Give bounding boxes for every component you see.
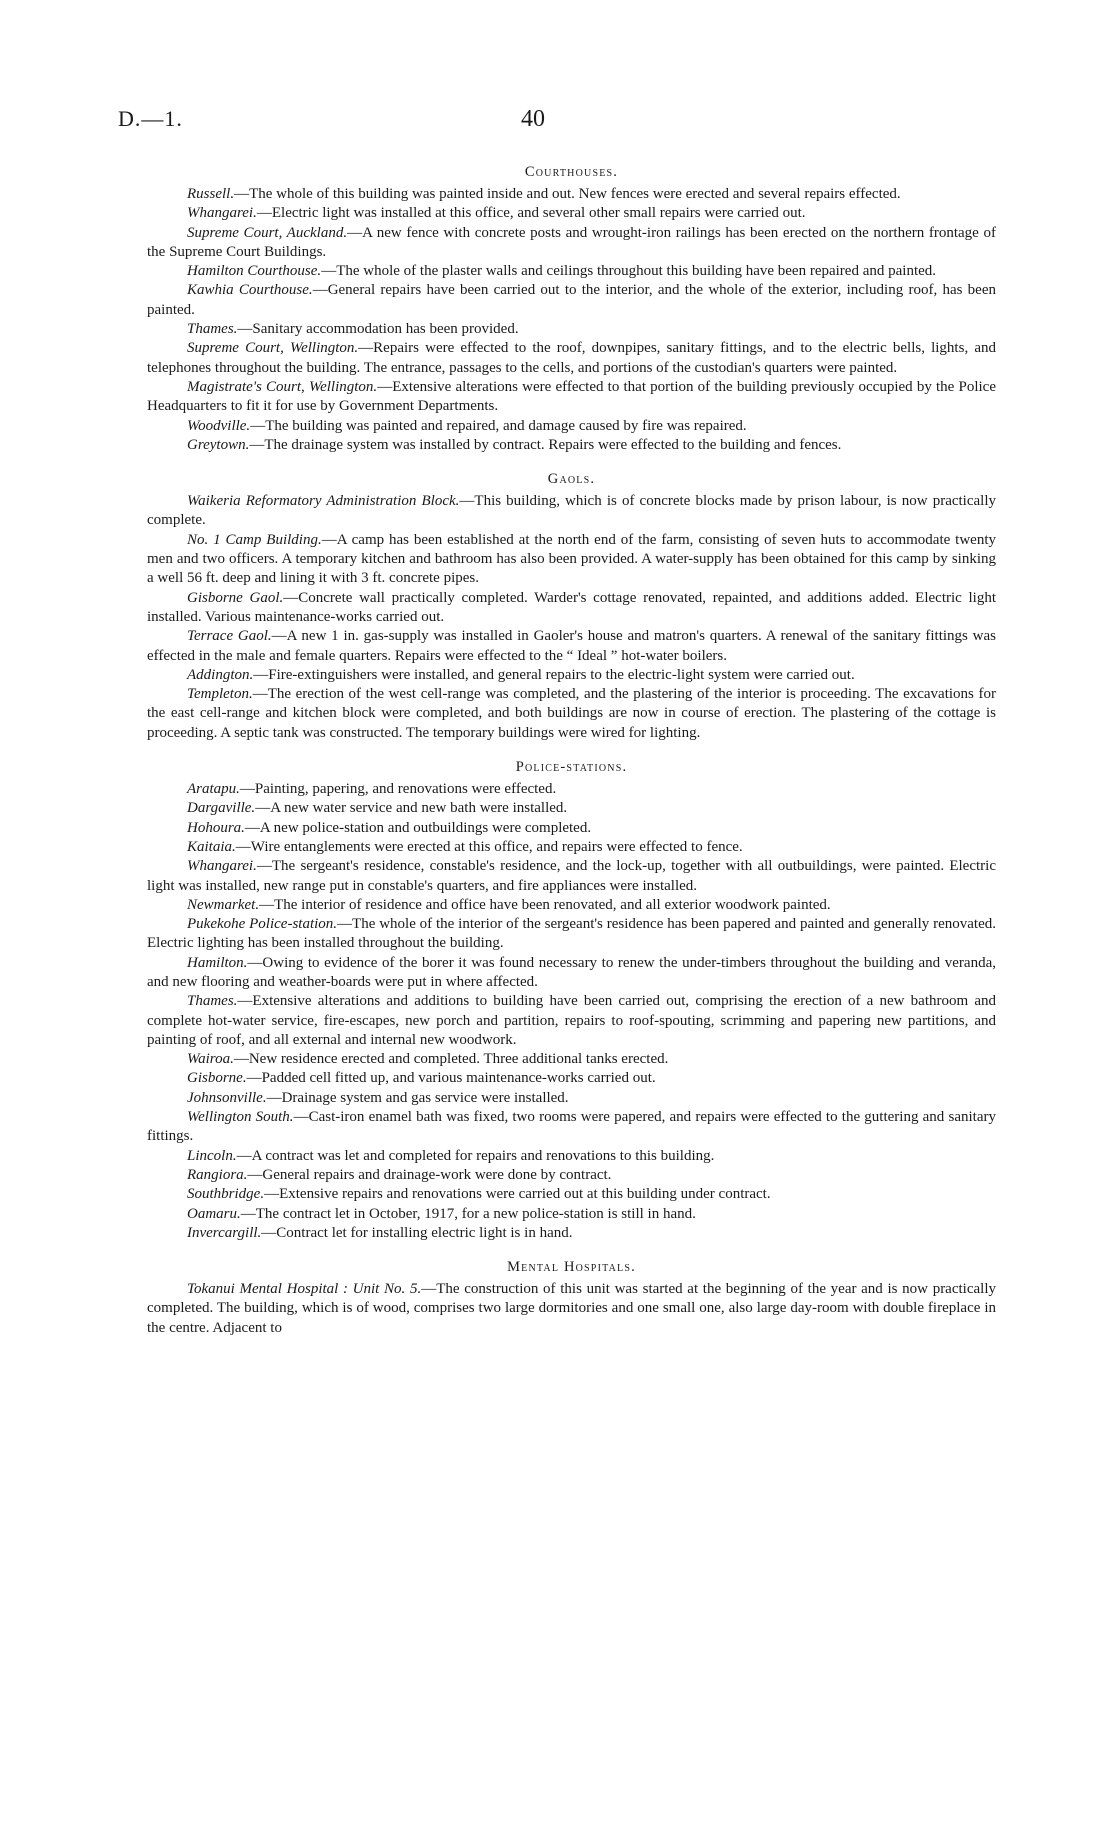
place-name: Wellington South. xyxy=(187,1109,294,1126)
report-paragraph xyxy=(147,339,996,378)
paragraph-text: —The whole of the plaster walls and ceilings throughout this building have been repaired and painted. xyxy=(321,263,937,280)
section-heading-police-stations: Police-stations. xyxy=(515,759,628,776)
report-paragraph xyxy=(147,666,996,685)
report-paragraph xyxy=(147,1069,996,1088)
place-name: Magistrate's Court, Wellington. xyxy=(187,378,378,395)
paragraph-text: —The contract let in October, 1917, for a new police-station is still in hand. xyxy=(240,1205,696,1222)
paragraph-text: —Fire-extinguishers were installed, and general repairs to the electric-light system were carried out. xyxy=(253,666,855,683)
paragraph-text: —Extensive alterations and additions to building have been carried out, comprising the erection of a new bathroom and complete hot-water service, fire-escapes, new porch and partition, repairs to roof-spouting, scrimming and papering new partitions, and painting of roof, and all external and internal new woodwork. xyxy=(147,993,996,1048)
place-name: No. 1 Camp Building. xyxy=(187,531,322,548)
paragraph-text: —Owing to evidence of the borer it was found necessary to renew the under-timbers throughout the building and veranda, and new flooring and weather-boards were put in where affected. xyxy=(147,954,996,990)
report-paragraph xyxy=(147,589,996,628)
page-number: 40 xyxy=(521,106,545,132)
place-name: Addington. xyxy=(187,666,254,683)
place-name: Gisborne. xyxy=(187,1070,247,1087)
report-paragraph xyxy=(147,685,996,743)
paragraph-text: —The whole of the interior of the sergeant's residence has been papered and painted and generally renovated. Electric lighting has been installed throughout the building. xyxy=(147,916,996,952)
place-name: Thames. xyxy=(187,993,238,1010)
place-name: Templeton. xyxy=(187,686,253,703)
paragraph-text: —Extensive alterations were effected to that portion of the building previously occupied by the Police Headquarters to fit it for use by Government Departments. xyxy=(147,378,996,415)
report-paragraph xyxy=(147,857,996,896)
paragraph-text: —This building, which is of concrete blocks made by prison labour, is now practically complete. xyxy=(147,493,996,529)
place-name: Gisborne Gaol. xyxy=(187,589,284,606)
paragraph-text: —Padded cell fitted up, and various maintenance-works carried out. xyxy=(246,1070,656,1087)
paragraph-text: —A contract was let and completed for repairs and renovations to this building. xyxy=(236,1147,715,1164)
report-paragraph xyxy=(147,436,996,455)
report-paragraph xyxy=(147,262,996,281)
place-name: Terrace Gaol. xyxy=(187,628,272,645)
report-paragraph xyxy=(147,896,996,915)
place-name: Oamaru. xyxy=(187,1205,241,1222)
report-paragraph xyxy=(147,819,996,838)
report-paragraph xyxy=(147,492,996,531)
paragraph-text: —The drainage system was installed by contract. Repairs were effected to the building and fences. xyxy=(249,436,842,453)
report-paragraph xyxy=(147,531,996,589)
place-name: Greytown. xyxy=(187,436,250,453)
report-paragraph xyxy=(147,281,996,320)
place-name: Kawhia Courthouse. xyxy=(187,282,313,299)
place-name: Pukekohe Police-station. xyxy=(187,916,338,933)
place-name: Kaitaia. xyxy=(187,838,236,855)
section-heading-mental-hospitals: Mental Hospitals. xyxy=(507,1259,636,1276)
paragraph-text: —A new fence with concrete posts and wrought-iron railings has been erected on the northern frontage of the Supreme Court Buildings. xyxy=(147,224,996,260)
place-name: Hamilton. xyxy=(187,954,248,971)
paragraph-text: —Electric light was installed at this office, and several other small repairs were carried out. xyxy=(256,205,806,222)
place-name: Wairoa. xyxy=(187,1051,234,1068)
report-paragraph xyxy=(147,224,996,263)
paragraph-text: —Sanitary accommodation has been provided. xyxy=(237,321,519,338)
report-paragraph xyxy=(147,780,996,799)
report-paragraph xyxy=(147,1205,996,1224)
place-name: Rangiora. xyxy=(187,1166,248,1183)
place-name: Whangarei. xyxy=(187,205,257,222)
place-name: Supreme Court, Wellington. xyxy=(187,340,359,357)
report-paragraph xyxy=(147,1050,996,1069)
place-name: Invercargill. xyxy=(187,1224,262,1241)
report-paragraph xyxy=(147,320,996,339)
place-name: Supreme Court, Auckland. xyxy=(187,224,348,241)
report-paragraph xyxy=(147,627,996,666)
paragraph-text: —The construction of this unit was started at the beginning of the year and is now practically completed. The building, which is of wood, comprises two large dormitories and one small one, also large day-room with double fireplace in the centre. Adjacent to xyxy=(147,1281,996,1336)
paragraph-text: —Painting, papering, and renovations were effected. xyxy=(239,781,557,798)
report-paragraph xyxy=(147,185,996,204)
place-name: Whangarei. xyxy=(187,858,257,875)
place-name: Aratapu. xyxy=(187,781,240,798)
paragraph-text: —Extensive repairs and renovations were carried out at this building under contract. xyxy=(264,1186,771,1203)
report-body xyxy=(147,160,996,1338)
paragraph-text: —Drainage system and gas service were installed. xyxy=(266,1089,569,1106)
report-paragraph xyxy=(147,1280,996,1338)
paragraph-text: —General repairs have been carried out to the interior, and the whole of the exterior, including roof, has been painted. xyxy=(147,282,997,318)
document-reference: D.—1. xyxy=(118,106,183,131)
paragraph-text: —The sergeant's residence, constable's residence, and the lock-up, together with all outbuildings, were painted. Electric light was installed, new range put in constable's quarters, and fire appliances were installed. xyxy=(147,858,996,894)
report-paragraph xyxy=(147,1185,996,1204)
report-paragraph xyxy=(147,378,996,417)
place-name: Thames. xyxy=(187,321,238,338)
section-heading-gaols: Gaols. xyxy=(547,471,596,488)
section-heading-courthouses: Courthouses. xyxy=(524,164,619,180)
place-name: Tokanui Mental Hospital : Unit No. 5. xyxy=(187,1281,422,1298)
report-paragraph xyxy=(147,1166,996,1185)
paragraph-text: —Repairs were effected to the roof, downpipes, sanitary fittings, and to the electric bells, lights, and telephones throughout the building. The entrance, passages to the cells, and portions of the custodian's quarters were painted. xyxy=(147,340,996,376)
report-paragraph xyxy=(147,1224,996,1243)
report-paragraph xyxy=(147,838,996,857)
paragraph-text: —Contract let for installing electric light is in hand. xyxy=(261,1224,573,1241)
report-paragraph xyxy=(147,417,996,436)
place-name: Hohoura. xyxy=(187,819,245,836)
place-name: Hamilton Courthouse. xyxy=(187,263,322,280)
paragraph-text: —General repairs and drainage-work were done by contract. xyxy=(247,1166,612,1183)
paragraph-text: —A camp has been established at the north end of the farm, consisting of seven huts to accommodate twenty men and two officers. A temporary kitchen and bathroom has also been provided. A water-supply has been obtained for this camp by sinking a well 56 ft. deep and lining it with 3 ft. concrete pipes. xyxy=(147,531,997,587)
report-paragraph xyxy=(147,1089,996,1108)
paragraph-text: —The building was painted and repaired, and damage caused by fire was repaired. xyxy=(250,417,747,434)
report-paragraph xyxy=(147,954,996,993)
place-name: Southbridge. xyxy=(187,1186,265,1203)
report-paragraph xyxy=(147,915,996,954)
place-name: Lincoln. xyxy=(187,1147,237,1164)
place-name: Dargaville. xyxy=(187,800,256,817)
report-paragraph xyxy=(147,992,996,1050)
place-name: Newmarket. xyxy=(187,896,260,913)
report-paragraph xyxy=(147,799,996,818)
report-paragraph xyxy=(147,1147,996,1166)
paragraph-text: —Wire entanglements were erected at this office, and repairs were effected to fence. xyxy=(235,838,743,855)
place-name: Woodville. xyxy=(187,417,251,434)
place-name: Waikeria Reformatory Administration Block. xyxy=(187,493,460,510)
paragraph-text: —A new 1 in. gas-supply was installed in Gaoler's house and matron's quarters. A renewal of the sanitary fittings was effected in the male and female quarters. Repairs were effected to the “ Ideal ” hot-water boilers. xyxy=(147,628,996,664)
paragraph-text: —New residence erected and completed. Three additional tanks erected. xyxy=(233,1051,669,1068)
paragraph-text: —A new police-station and outbuildings were completed. xyxy=(244,819,592,836)
report-paragraph xyxy=(147,204,996,223)
place-name: Johnsonville. xyxy=(187,1089,267,1106)
place-name: Russell. xyxy=(187,186,235,202)
paragraph-text: —The interior of residence and office have been renovated, and all exterior woodwork painted. xyxy=(259,896,831,913)
paragraph-text: —The erection of the west cell-range was completed, and the plastering of the interior is proceeding. The excavations for the east cell-range and kitchen block were completed, and both buildings are now in course of erection. The plastering of the cottage is proceeding. A septic tank was constructed. The temporary buildings were wired for lighting. xyxy=(147,686,996,741)
paragraph-text: —Cast-iron enamel bath was fixed, two rooms were papered, and repairs were effected to the guttering and sanitary fittings. xyxy=(147,1109,996,1145)
paragraph-text: —A new water service and new bath were installed. xyxy=(255,800,568,817)
paragraph-text: —Concrete wall practically completed. Warder's cottage renovated, repainted, and additions added. Electric light installed. Various maintenance-works carried out. xyxy=(147,589,996,625)
report-paragraph xyxy=(147,1108,996,1147)
paragraph-text: —The whole of this building was painted inside and out. New fences were erected and several repairs effected. xyxy=(234,186,901,202)
